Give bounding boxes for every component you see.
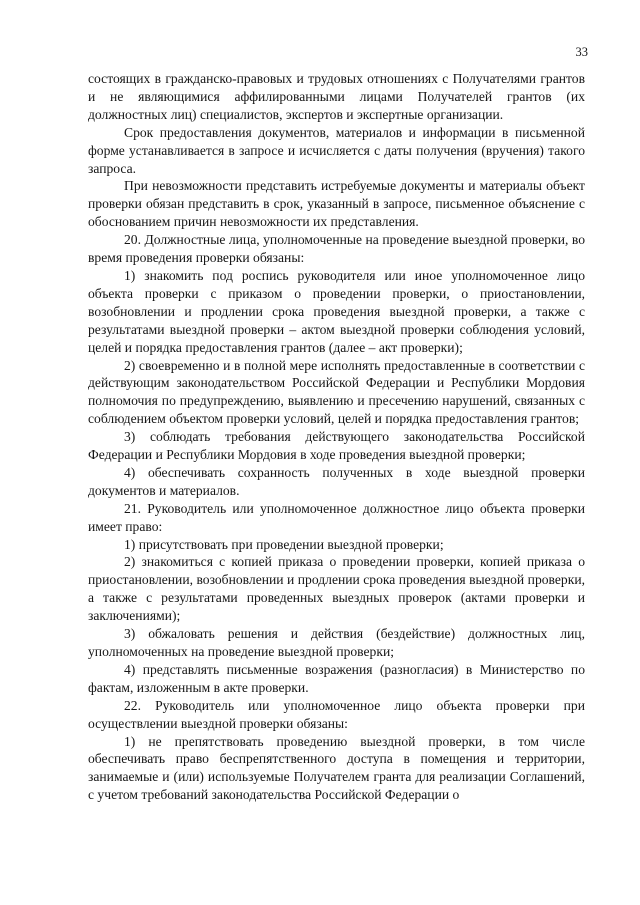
page-number: 33 <box>575 45 588 59</box>
clause-20-item-3: 3) соблюдать требования действующего законодательства Российской Федерации и Республики Мордовия в ходе проведения выездной проверки; <box>88 429 585 463</box>
paragraph-deadline: Срок предоставления документов, материалов и информации в письменной форме устанавливается в запросе и исчисляется с даты получения (вручения) такого запроса. <box>88 124 585 176</box>
clause-21: 21. Руководитель или уполномоченное должностное лицо объекта проверки имеет право: <box>88 500 585 534</box>
clause-20: 20. Должностные лица, уполномоченные на проведение выездной проверки, во время проведения проверки обязаны: <box>88 232 585 266</box>
paragraph-explanation: При невозможности представить истребуемые документы и материалы объект проверки обязан представить в срок, указанный в запросе, письменное объяснение с обоснованием причин невозможности их представления. <box>88 178 585 230</box>
clause-22-item-1: 1) не препятствовать проведению выездной проверки, в том числе обеспечивать право беспрепятственного доступа в помещения и территории, занимаемые и (или) используемые Получателем гранта для реализации Соглашений, с учетом требований законодательства Российской Федерации о <box>88 733 585 803</box>
clause-20-item-4: 4) обеспечивать сохранность полученных в ходе выездной проверки документов и материалов. <box>88 464 585 498</box>
clause-21-item-3: 3) обжаловать решения и действия (бездействие) должностных лиц, уполномоченных на проведение выездной проверки; <box>88 626 585 659</box>
clause-21-item-1: 1) присутствовать при проведении выездной проверки; <box>124 536 444 552</box>
clause-22: 22. Руководитель или уполномоченное лицо объекта проверки при осуществлении выездной проверки обязаны: <box>88 697 585 731</box>
clause-21-item-2: 2) знакомиться с копией приказа о проведении проверки, копией приказа о приостановлении, возобновлении и продлении срока проведения выездной проверки, а также с результатами проведенных выездных проверок (актами проверки и заключениями); <box>88 554 585 624</box>
clause-20-item-2: 2) своевременно и в полной мере исполнять предоставленные в соответствии с действующим законодательством Российской Федерации и Республики Мордовия полномочия по предупреждению, выявлению и пресечению нарушений, связанных с соблюдением объектом проверки условий, целей и порядка предоставления грантов; <box>88 357 585 427</box>
clause-21-item-4: 4) представлять письменные возражения (разногласия) в Министерство по фактам, изложенным в акте проверки. <box>88 661 585 695</box>
clause-20-item-1: 1) знакомить под роспись руководителя или иное уполномоченное лицо объекта проверки с приказом о проведении проверки, о приостановлении, возобновлении и продлении срока проведения выездной проверки, а также с результатами выездной проверки – актом выездной проверки соблюдения условий, целей и порядка предоставления грантов (далее – акт проверки); <box>88 267 585 355</box>
document-body <box>88 70 585 804</box>
paragraph-continuation: состоящих в гражданско-правовых и трудовых отношениях с Получателями грантов и не являющимися аффилированными лицами Получателей грантов (их должностных лиц) специалистов, экспертов и экспертные организации. <box>88 71 585 122</box>
